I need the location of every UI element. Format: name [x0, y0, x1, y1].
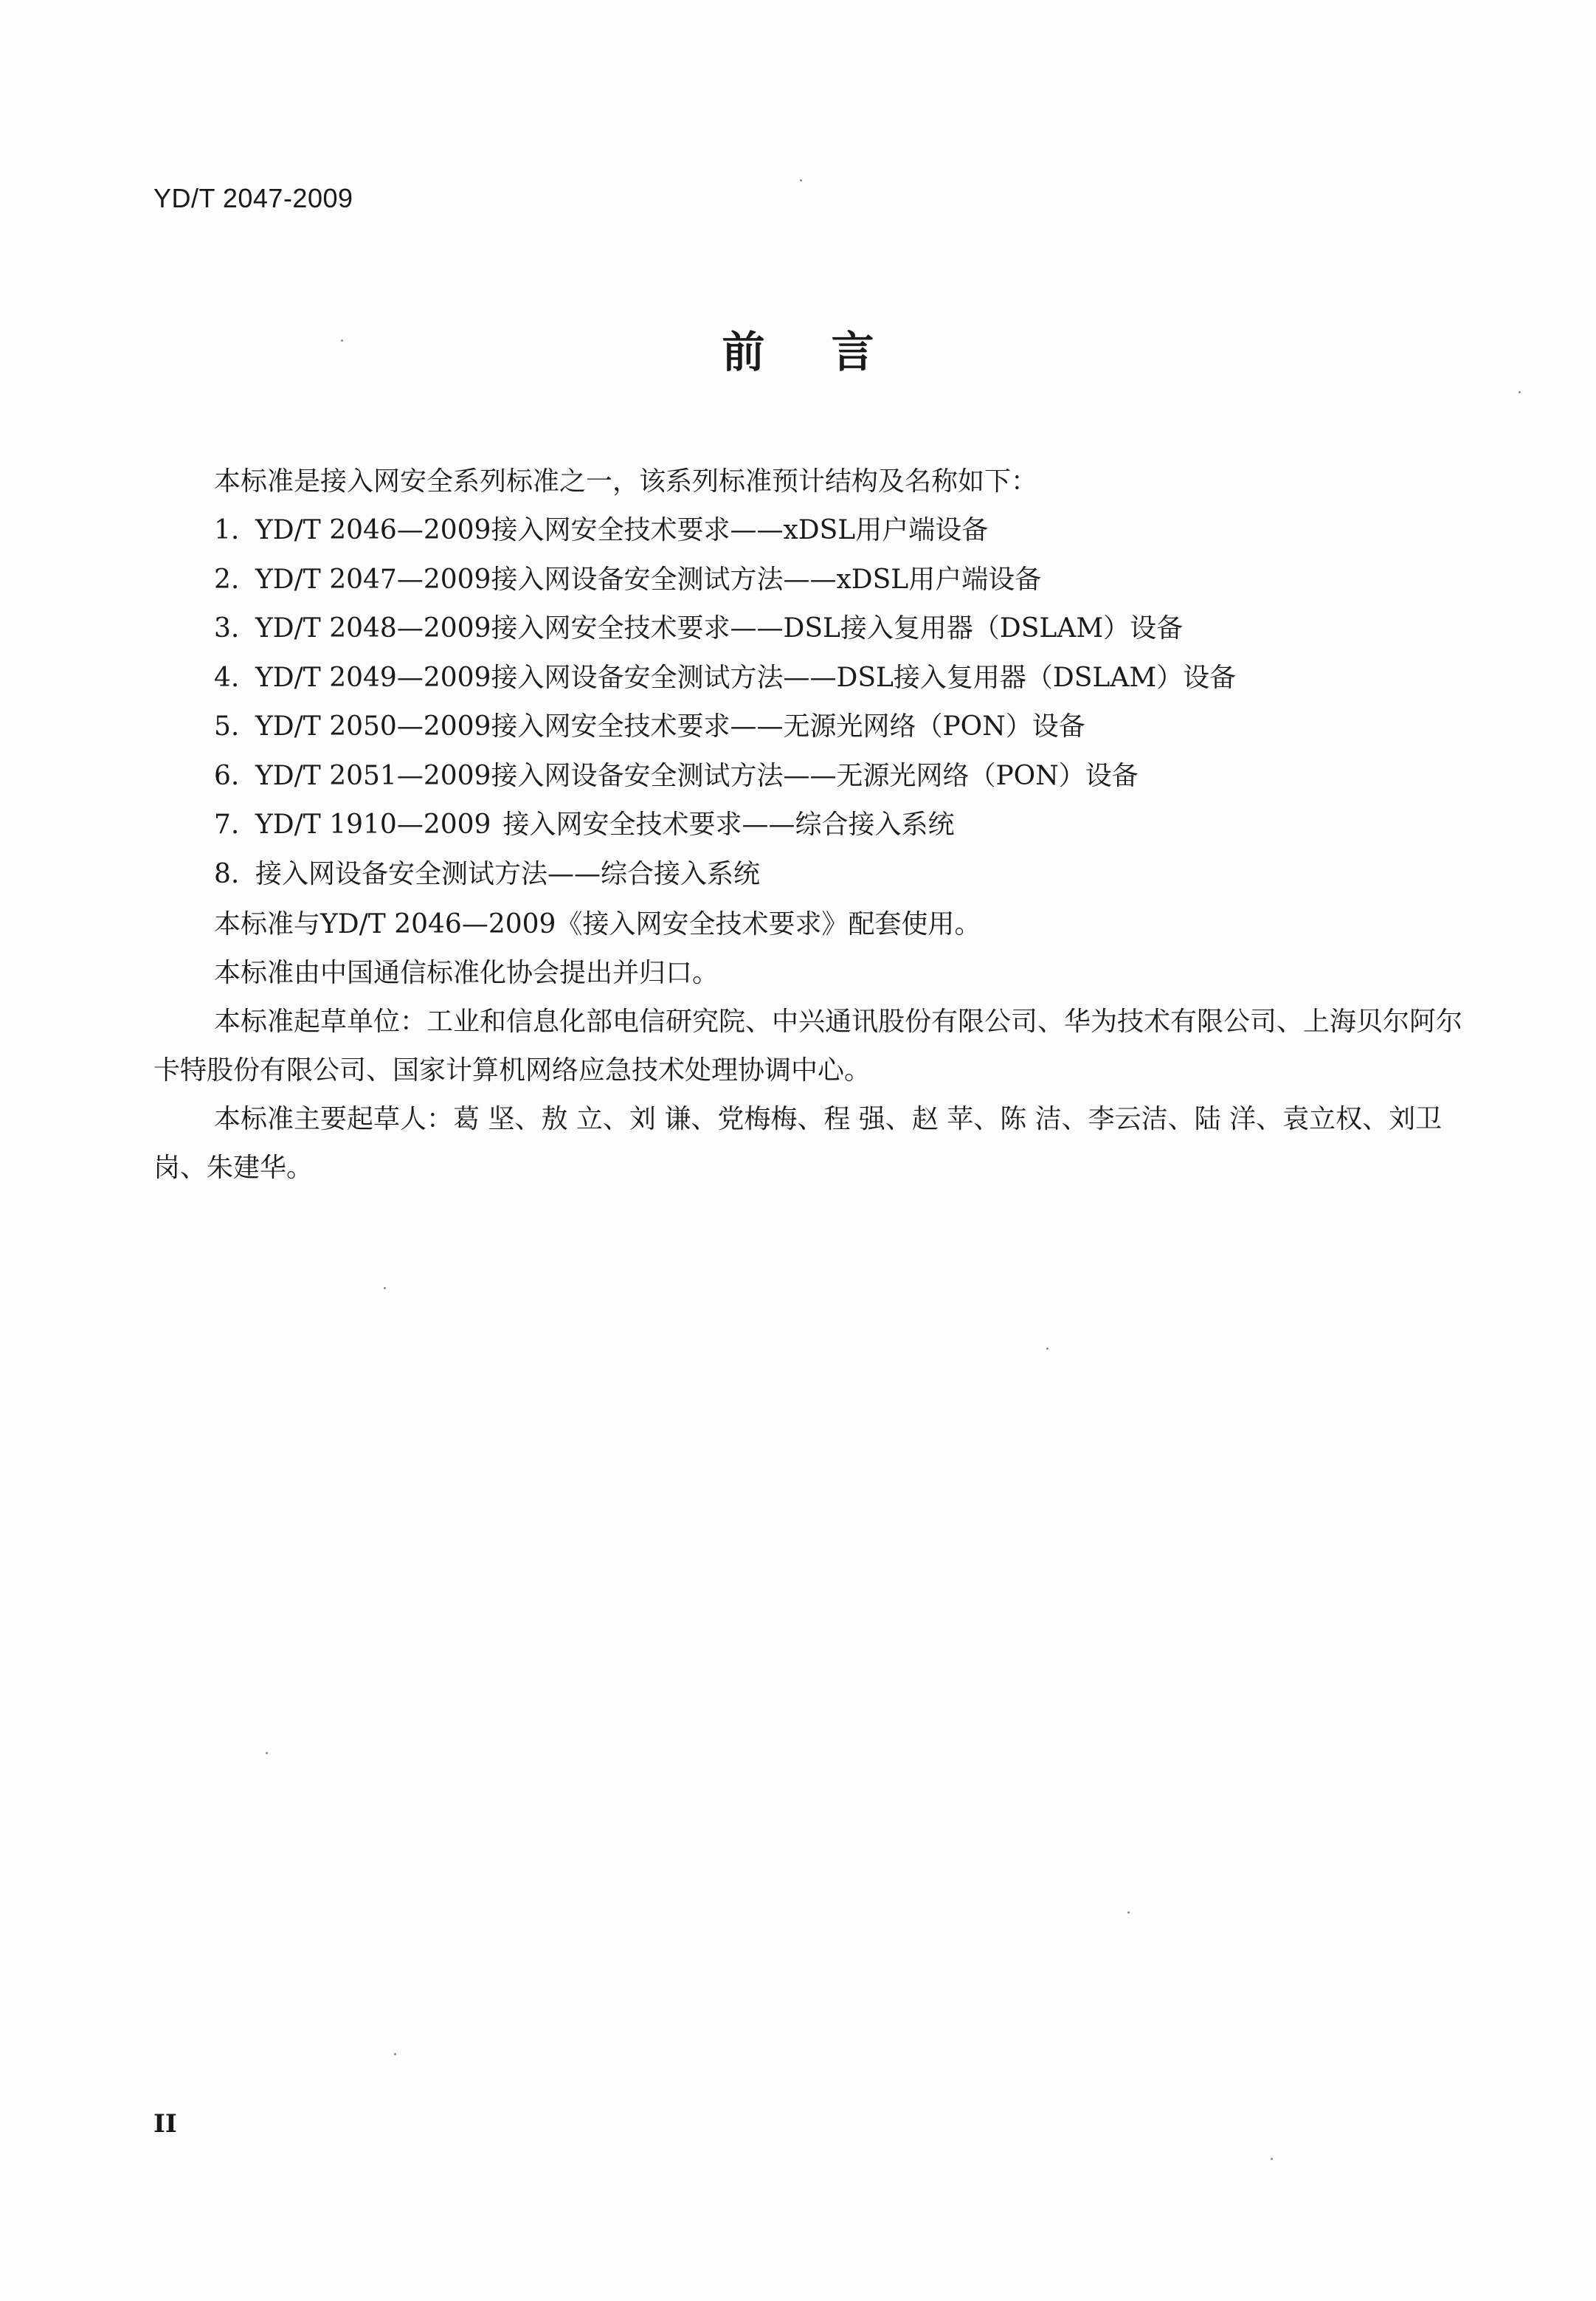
scan-speck — [800, 179, 802, 182]
standard-name: 接入网设备安全测试方法——综合接入系统 — [255, 858, 761, 889]
scan-speck — [394, 2053, 396, 2055]
list-item — [214, 703, 1236, 752]
standard-name: 接入网安全技术要求——xDSL用户端设备 — [491, 515, 989, 545]
standard-name: 接入网安全技术要求——DSL接入复用器（DSLAM）设备 — [491, 613, 1184, 644]
list-item — [214, 850, 1236, 900]
scan-speck — [1271, 2158, 1273, 2160]
item-number: 3. — [214, 613, 240, 644]
standard-code: YD/T 2048—2009 — [255, 613, 491, 644]
list-item — [214, 752, 1236, 801]
standard-code: YD/T 2047—2009 — [255, 564, 491, 595]
standard-code: YD/T 2046—2009 — [255, 515, 491, 545]
companion-paragraph: 本标准与YD/T 2046—2009《接入网安全技术要求》配套使用。 — [214, 909, 981, 939]
standard-code: YD/T 2051—2009 — [255, 760, 491, 791]
item-number: 6. — [214, 760, 240, 791]
drafters-paragraph: 本标准主要起草人：葛 坚、敖 立、刘 谦、党梅梅、程 强、赵 苹、陈 洁、李云洁、陆 洋、袁立权、刘卫岗、朱建华。 — [153, 1104, 1443, 1183]
document-code: YD/T 2047-2009 — [153, 183, 353, 213]
scan-speck — [1127, 1911, 1130, 1914]
standard-name: 接入网安全技术要求——无源光网络（PON）设备 — [491, 711, 1085, 742]
standard-name: 接入网设备安全测试方法——DSL接入复用器（DSLAM）设备 — [491, 662, 1237, 693]
item-number: 7. — [214, 810, 240, 840]
item-number: 5. — [214, 711, 240, 742]
scan-speck — [1519, 391, 1521, 393]
item-number: 2. — [214, 564, 240, 595]
standard-name: 接入网设备安全测试方法——无源光网络（PON）设备 — [491, 760, 1139, 791]
proposer-paragraph: 本标准由中国通信标准化协会提出并归口。 — [214, 958, 719, 988]
list-item — [214, 604, 1236, 654]
scan-speck — [341, 339, 343, 342]
standard-code: YD/T 2050—2009 — [255, 711, 491, 742]
page-number: II — [153, 2109, 177, 2139]
standard-name: 接入网安全技术要求——综合接入系统 — [502, 810, 955, 840]
item-number: 8. — [214, 858, 240, 889]
list-item — [214, 556, 1236, 605]
standard-code: YD/T 1910—2009 — [255, 810, 491, 840]
standard-name: 接入网设备安全测试方法——xDSL用户端设备 — [491, 564, 1042, 595]
item-number: 4. — [214, 662, 240, 693]
scan-speck — [1046, 1348, 1049, 1350]
scan-speck — [266, 1752, 268, 1754]
list-item — [214, 801, 1236, 850]
list-item — [214, 654, 1236, 703]
item-number: 1. — [214, 515, 240, 545]
series-list — [214, 506, 1236, 899]
page-title: 前言 — [722, 327, 941, 377]
list-item — [214, 506, 1236, 556]
standard-code: YD/T 2049—2009 — [255, 662, 491, 693]
intro-paragraph: 本标准是接入网安全系列标准之一，该系列标准预计结构及名称如下： — [214, 466, 1038, 497]
scan-speck — [384, 1287, 386, 1289]
drafting-units-paragraph: 本标准起草单位：工业和信息化部电信研究院、中兴通讯股份有限公司、华为技术有限公司、上海贝尔阿尔卡特股份有限公司、国家计算机网络应急技术处理协调中心。 — [153, 1007, 1463, 1086]
